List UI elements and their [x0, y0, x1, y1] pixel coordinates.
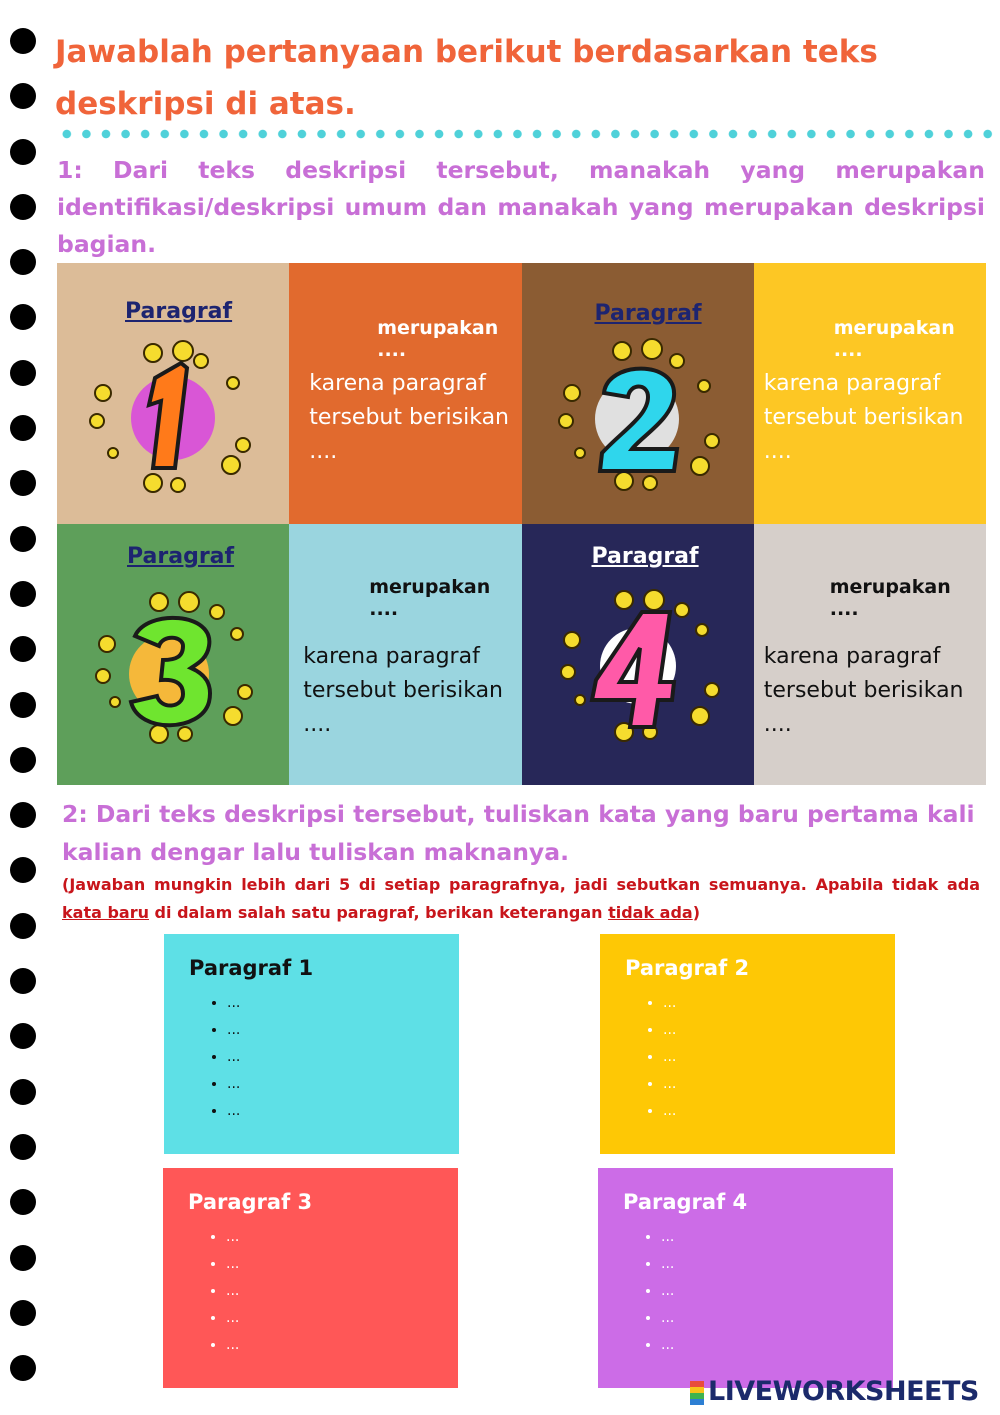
- reason-3-line-2: tersebut berisikan: [303, 678, 503, 703]
- binding-hole: [10, 415, 36, 441]
- binding-hole: [10, 802, 36, 828]
- list-item[interactable]: • ...: [663, 990, 870, 1017]
- reason-1-line-2: tersebut berisikan: [309, 405, 509, 430]
- binding-hole: [10, 692, 36, 718]
- page-title: Jawablah pertanyaan berikut berdasarkan teks deskripsi di atas.: [55, 34, 878, 122]
- number-1-icon: [83, 333, 263, 503]
- binding-hole: [10, 360, 36, 386]
- answer-box-paragraf-1[interactable]: [164, 934, 459, 1154]
- paragraph-4-answer-cell[interactable]: [754, 524, 986, 785]
- paragraph-3-cell: [57, 524, 289, 785]
- box-1-title: Paragraf 1: [189, 956, 314, 980]
- reason-2-line-2: tersebut berisikan: [763, 405, 964, 430]
- paragraph-2-label: Paragraf: [594, 301, 702, 326]
- list-item[interactable]: • ...: [227, 1044, 434, 1071]
- reason-4: [764, 640, 964, 742]
- binding-hole: [10, 139, 36, 165]
- list-item[interactable]: • ...: [661, 1251, 868, 1278]
- box-2-list: [625, 990, 870, 1125]
- list-item[interactable]: • ...: [663, 1017, 870, 1044]
- liveworksheets-logo: [690, 1376, 979, 1407]
- reason-1-line-3: ....: [309, 439, 338, 464]
- instruction-note: [62, 871, 980, 927]
- number-4-icon: [552, 582, 732, 752]
- list-item[interactable]: • ...: [226, 1224, 433, 1251]
- note-text-3: ): [692, 903, 701, 922]
- paragraph-grid: [57, 263, 986, 785]
- answer-box-paragraf-3[interactable]: [163, 1168, 458, 1388]
- reason-3: [303, 640, 503, 742]
- binding-hole: [10, 28, 36, 54]
- dotted-divider: [57, 128, 997, 140]
- binding-hole: [10, 581, 36, 607]
- liveworksheets-mark-icon: [690, 1381, 704, 1405]
- list-item[interactable]: • ...: [661, 1332, 868, 1359]
- paragraph-3-answer-cell[interactable]: [289, 524, 521, 785]
- merupakan-2: merupakan ....: [833, 317, 955, 361]
- reason-2-line-1: karena paragraf: [763, 371, 941, 396]
- list-item[interactable]: • ...: [663, 1044, 870, 1071]
- box-1-list: [189, 990, 434, 1125]
- paragraph-4-cell: [522, 524, 754, 785]
- note-text-2: di dalam salah satu paragraf, berikan keterangan: [148, 903, 609, 922]
- paragraph-1-answer-cell[interactable]: [289, 263, 521, 524]
- number-2-icon: [552, 331, 732, 501]
- binding-hole: [10, 304, 36, 330]
- paragraph-1-label: Paragraf: [125, 299, 233, 324]
- binding-hole: [10, 470, 36, 496]
- binding-hole: [10, 194, 36, 220]
- list-item[interactable]: • ...: [661, 1305, 868, 1332]
- note-tidak-ada: tidak ada: [608, 903, 693, 922]
- binding-hole: [10, 526, 36, 552]
- binding-hole: [10, 1189, 36, 1215]
- binding-hole: [10, 857, 36, 883]
- binding-hole: [10, 1245, 36, 1271]
- paragraph-1-cell: [57, 263, 289, 524]
- reason-2-line-3: ....: [763, 439, 792, 464]
- binding-hole: [10, 1134, 36, 1160]
- answer-box-paragraf-2[interactable]: [600, 934, 895, 1154]
- list-item[interactable]: • ...: [663, 1098, 870, 1125]
- paragraph-3-label: Paragraf: [127, 544, 235, 569]
- list-item[interactable]: • ...: [227, 1071, 434, 1098]
- list-item[interactable]: • ...: [226, 1305, 433, 1332]
- reason-3-line-3: ....: [303, 712, 332, 737]
- reason-1: [309, 367, 509, 469]
- binding-hole: [10, 968, 36, 994]
- paragraph-2-cell: [522, 263, 754, 524]
- binding-hole: [10, 83, 36, 109]
- number-3-icon: [87, 584, 267, 754]
- box-3-title: Paragraf 3: [188, 1190, 313, 1214]
- box-2-title: Paragraf 2: [625, 956, 750, 980]
- list-item[interactable]: • ...: [227, 990, 434, 1017]
- binding-hole: [10, 1023, 36, 1049]
- list-item[interactable]: • ...: [227, 1098, 434, 1125]
- box-4-title: Paragraf 4: [623, 1190, 748, 1214]
- box-4-list: [623, 1224, 868, 1359]
- merupakan-1: merupakan ....: [377, 317, 499, 361]
- binding-hole: [10, 1355, 36, 1381]
- list-item[interactable]: • ...: [226, 1332, 433, 1359]
- note-kata-baru: kata baru: [62, 903, 149, 922]
- reason-2: [764, 367, 964, 469]
- binding-hole: [10, 249, 36, 275]
- paragraph-4-label: Paragraf: [591, 544, 699, 569]
- logo-text: LIVEWORKSHEETS: [708, 1376, 979, 1407]
- paragraph-2-answer-cell[interactable]: [754, 263, 986, 524]
- reason-1-line-1: karena paragraf: [309, 371, 486, 396]
- binding-hole: [10, 636, 36, 662]
- binding-hole: [10, 913, 36, 939]
- reason-4-line-3: ....: [763, 712, 792, 737]
- list-item[interactable]: • ...: [661, 1224, 868, 1251]
- reason-4-line-2: tersebut berisikan: [763, 678, 964, 703]
- note-text-1: (Jawaban mungkin lebih dari 5 di setiap paragrafnya, jadi sebutkan semuanya. Apabila tidak ada: [62, 875, 980, 894]
- binding-hole: [10, 1079, 36, 1105]
- merupakan-4: merupakan ....: [829, 576, 951, 620]
- list-item[interactable]: • ...: [227, 1017, 434, 1044]
- question-2: 2: Dari teks deskripsi tersebut, tuliskan kata yang baru pertama kali kalian dengar lalu tuliskan maknanya.: [62, 800, 975, 866]
- answer-box-paragraf-4[interactable]: [598, 1168, 893, 1388]
- reason-4-line-1: karena paragraf: [763, 644, 941, 669]
- list-item[interactable]: • ...: [226, 1251, 433, 1278]
- list-item[interactable]: • ...: [226, 1278, 433, 1305]
- box-3-list: [188, 1224, 433, 1359]
- question-1: 1: Dari teks deskripsi tersebut, manakah yang merupakan identifikasi/deskripsi umum dan manakah yang merupakan deskripsi bagian.: [57, 156, 985, 258]
- binding-hole: [10, 1300, 36, 1326]
- binding-hole: [10, 747, 36, 773]
- merupakan-3: merupakan ....: [369, 576, 491, 620]
- reason-3-line-1: karena paragraf: [303, 644, 480, 669]
- spiral-binding: [10, 28, 38, 1410]
- list-item[interactable]: • ...: [661, 1278, 868, 1305]
- list-item[interactable]: • ...: [663, 1071, 870, 1098]
